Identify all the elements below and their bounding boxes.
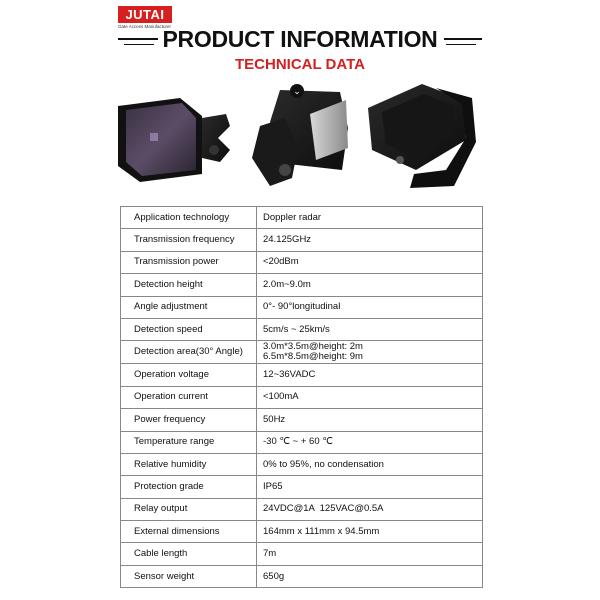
spec-value: 164mm x 111mm x 94.5mm	[257, 521, 483, 543]
table-row	[121, 274, 483, 296]
spec-value-line: 3.0m*3.5m@height: 2m	[263, 341, 363, 353]
table-row	[121, 296, 483, 318]
table-row	[121, 431, 483, 453]
spec-label: Relative humidity	[121, 453, 257, 475]
spec-value: 24.125GHz	[257, 229, 483, 251]
spec-value: 50Hz	[257, 409, 483, 431]
table-row	[121, 453, 483, 475]
spec-value: Doppler radar	[257, 207, 483, 229]
table-row	[121, 543, 483, 565]
spec-label: Transmission frequency	[121, 229, 257, 251]
table-row	[121, 409, 483, 431]
spec-label: Operation current	[121, 386, 257, 408]
table-row	[121, 229, 483, 251]
spec-label: Detection speed	[121, 318, 257, 340]
spec-label: Relay output	[121, 498, 257, 520]
spec-value: 5cm/s ~ 25km/s	[257, 318, 483, 340]
table-row	[121, 207, 483, 229]
sensor-front-photo	[118, 98, 230, 182]
table-row	[121, 251, 483, 273]
spec-label: External dimensions	[121, 521, 257, 543]
spec-label: Detection height	[121, 274, 257, 296]
sensor-angled-photo	[252, 90, 348, 186]
spec-value: 2.0m~9.0m	[257, 274, 483, 296]
table-row	[121, 318, 483, 340]
spec-label: Angle adjustment	[121, 296, 257, 318]
spec-value: 650g	[257, 565, 483, 587]
spec-value-line: 6.5m*8.5m@height: 9m	[263, 351, 363, 363]
page-title: PRODUCT INFORMATION	[162, 26, 438, 52]
spec-value: -30 ℃ ~ + 60 ℃	[257, 431, 483, 453]
spec-label: Operation voltage	[121, 364, 257, 386]
spec-label: Application technology	[121, 207, 257, 229]
sensor-rear-photo	[368, 84, 476, 188]
spec-label: Sensor weight	[121, 565, 257, 587]
table-row	[121, 565, 483, 587]
table-row	[121, 341, 483, 364]
spec-label: Power frequency	[121, 409, 257, 431]
logo-text: JUTAI	[118, 6, 172, 23]
spec-value: <100mA	[257, 386, 483, 408]
table-row	[121, 498, 483, 520]
spec-value: 24VDC@1A 125VAC@0.5A	[257, 498, 483, 520]
spec-value: 7m	[257, 543, 483, 565]
spec-value: 0% to 95%, no condensation	[257, 453, 483, 475]
spec-value: IP65	[257, 476, 483, 498]
table-row	[121, 386, 483, 408]
spec-value: <20dBm	[257, 251, 483, 273]
spec-label: Temperature range	[121, 431, 257, 453]
logo-tagline: Gate Access Manufacturer	[118, 24, 172, 29]
table-row	[121, 521, 483, 543]
spec-label: Cable length	[121, 543, 257, 565]
page-subtitle: TECHNICAL DATA	[235, 56, 365, 73]
spec-label: Transmission power	[121, 251, 257, 273]
table-row	[121, 364, 483, 386]
spec-label: Protection grade	[121, 476, 257, 498]
spec-value: 12~36VADC	[257, 364, 483, 386]
table-row	[121, 476, 483, 498]
spec-value: 0°- 90°longitudinal	[257, 296, 483, 318]
spec-value	[257, 341, 483, 364]
chevron-down-icon: ⌄	[290, 84, 304, 98]
spec-label: Detection area(30° Angle)	[121, 341, 257, 364]
spec-table	[120, 206, 483, 588]
